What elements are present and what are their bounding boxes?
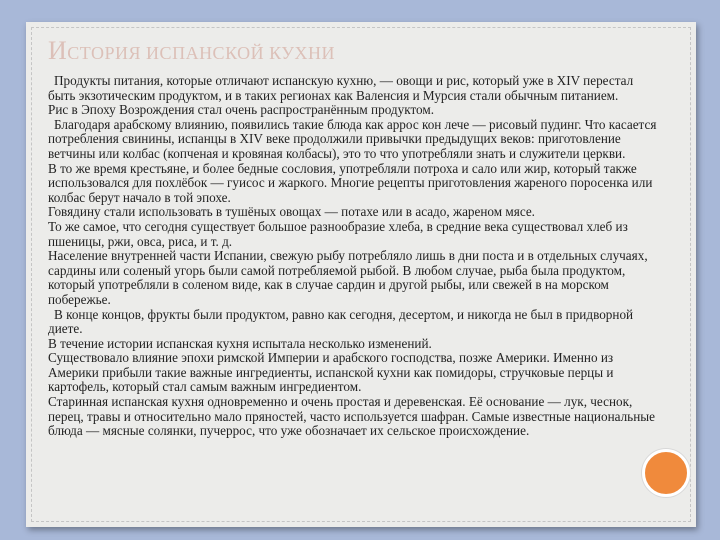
- slide-body: [48, 74, 658, 439]
- paragraph: Говядину стали использовать в тушёных овощах — потахе или в асадо, жареном мясе.: [48, 204, 535, 220]
- paragraph: То же самое, что сегодня существует большое разнообразие хлеба, в средние века существовал хлеб из пшеницы, ржи, овса, риса, и т. д.: [48, 218, 628, 249]
- paragraph: Существовало влияние эпохи римской Империи и арабского господства, позже Америки. Именно из Америки прибыли такие важные ингредиенты, испанской кухни как помидоры, стручковые перцы и картофель, который стал самым важным ингредиентом.: [48, 350, 614, 395]
- paragraph: Благодаря арабскому влиянию, появились такие блюда как аррос кон лече — рисовый пудинг. Что касается потребления свинины, испанцы в XIV веке продолжили привычки предыдущих веков: приготовление ветчины или колбас (копченая и кровяная колбасы), это то что употребляли знать и служители церкви.: [48, 116, 657, 161]
- slide-title-rest: СТОРИЯ ИСПАНСКОЙ КУХНИ: [67, 43, 336, 63]
- slide-title: [48, 36, 335, 66]
- paragraph: В течение истории испанская кухня испытала несколько изменений.: [48, 335, 432, 351]
- paragraph: Продукты питания, которые отличают испанскую кухню, — овощи и рис, который уже в XIV перестал быть экзотическим продуктом, и в таких регионах как Валенсия и Мурсия стали обычным питанием.: [48, 73, 634, 103]
- paragraph: В то же время крестьяне, и более бедные сословия, употребляли потроха и сало или жир, который также использовался для похлёбок — гуисос и жаркого. Многие рецепты приготовления жареного поросенка или колбас берут начало в той эпохе.: [48, 160, 653, 205]
- slide-title-initial: И: [48, 36, 68, 65]
- paragraph: Старинная испанская кухня одновременно и очень простая и деревенская. Её основание — лук, чеснок, перец, травы и относительно мало пряностей, часто используется шафран. Самые известные национальные блюда — мясные солянки, пучеррос, что уже обозначает их сельское происхождение.: [48, 394, 655, 439]
- paragraph: Население внутренней части Испании, свежую рыбу потребляло лишь в дни поста и в отдельных случаях, сардины или соленый угорь были самой потребляемой рыбой. В любом случае, рыба была продуктом, который употребляли в соленом виде, как в случае сардин и другой рыбы, или свежей в на морском побережье.: [48, 248, 648, 307]
- paragraph: В конце концов, фрукты были продуктом, равно как сегодня, десертом, и никогда не был в придворной диете.: [48, 306, 634, 337]
- paragraph: Рис в Эпоху Возрождения стал очень распространённым продуктом.: [48, 102, 435, 118]
- decorative-orange-circle: [642, 449, 690, 497]
